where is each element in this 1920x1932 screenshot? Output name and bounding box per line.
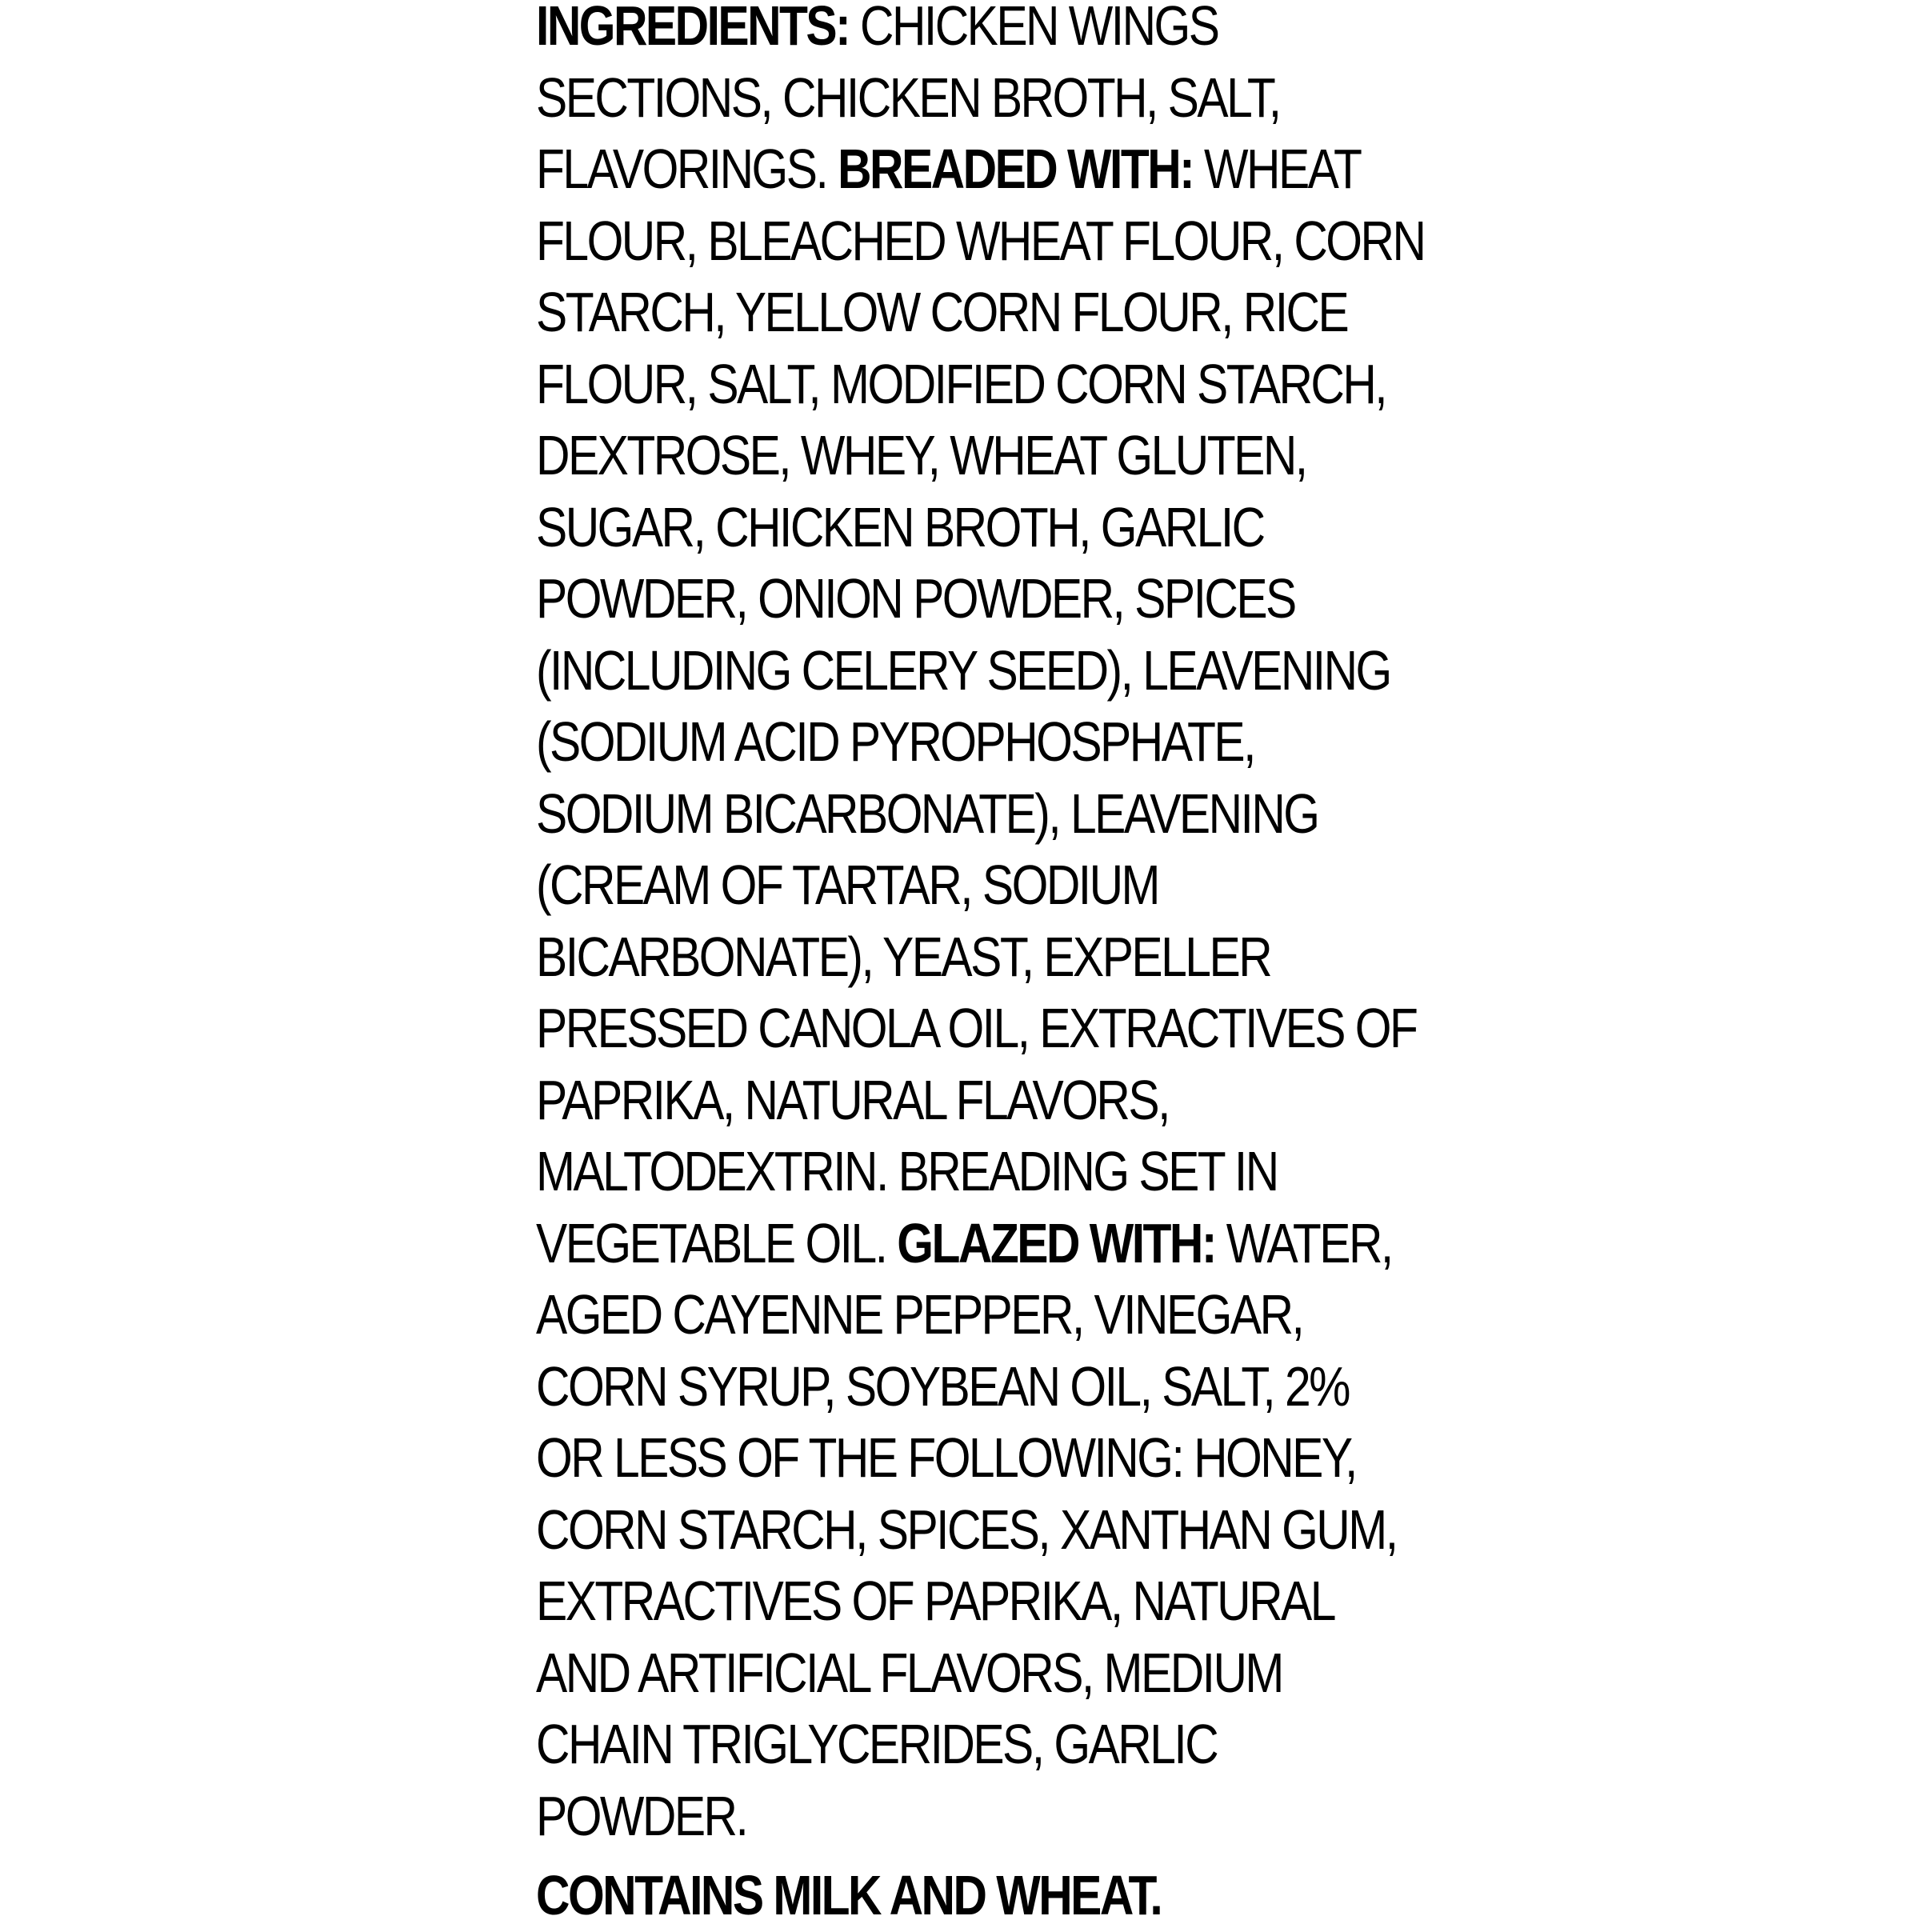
ingredients-line: [536, 1351, 1410, 1423]
ingredients-line: [536, 1279, 1410, 1351]
ingredient-section-heading: BREADED WITH:: [838, 138, 1194, 200]
ingredient-text-run: CORN STARCH, SPICES, XANTHAN GUM,: [536, 1498, 1397, 1561]
ingredients-line: [536, 349, 1410, 421]
ingredients-line: [536, 0, 1410, 62]
ingredient-text-run: SODIUM BICARBONATE), LEAVENING: [536, 782, 1318, 845]
ingredients-line: [536, 1494, 1410, 1566]
ingredient-text-run: EXTRACTIVES OF PAPRIKA, NATURAL: [536, 1570, 1334, 1632]
ingredients-line: [536, 850, 1410, 922]
ingredient-text-run: WATER,: [1214, 1211, 1392, 1274]
ingredient-text-run: (INCLUDING CELERY SEED), LEAVENING: [536, 638, 1390, 702]
ingredients-line: [536, 993, 1417, 1065]
allergen-statement: CONTAINS MILK AND WHEAT.: [536, 1864, 1162, 1926]
ingredients-line: [536, 420, 1410, 492]
ingredients-line: [536, 778, 1410, 850]
ingredients-line: [536, 1638, 1410, 1710]
ingredient-text-run: FLAVORINGS.: [536, 138, 838, 200]
ingredients-line: [536, 1781, 1410, 1853]
ingredient-text-run: FLOUR, SALT, MODIFIED CORN STARCH,: [536, 352, 1386, 415]
ingredient-text-run: VEGETABLE OIL.: [536, 1211, 898, 1274]
ingredient-text-run: BICARBONATE), YEAST, EXPELLER: [536, 925, 1271, 988]
ingredients-line: [536, 62, 1410, 134]
ingredient-text-run: AND ARTIFICIAL FLAVORS, MEDIUM: [536, 1641, 1282, 1704]
ingredient-text-run: MALTODEXTRIN. BREADING SET IN: [536, 1140, 1278, 1202]
ingredient-text-run: SUGAR, CHICKEN BROTH, GARLIC: [536, 495, 1264, 558]
ingredients-line: [536, 1208, 1410, 1280]
ingredients-line: [536, 922, 1410, 994]
ingredients-line: [536, 706, 1410, 778]
ingredient-section-heading: INGREDIENTS:: [536, 0, 850, 57]
ingredient-text-run: STARCH, YELLOW CORN FLOUR, RICE: [536, 281, 1348, 343]
ingredients-line: [536, 277, 1410, 349]
ingredients-statement: [536, 0, 1425, 1852]
ingredients-line: [536, 206, 1425, 278]
ingredients-line: [536, 1422, 1410, 1494]
ingredients-line: [536, 134, 1410, 206]
ingredients-line: [536, 1136, 1410, 1208]
ingredients-line: [536, 1709, 1410, 1781]
ingredient-text-run: POWDER.: [536, 1784, 747, 1847]
ingredient-text-run: SECTIONS, CHICKEN BROTH, SALT,: [536, 66, 1280, 129]
ingredient-text-run: WHEAT: [1193, 138, 1361, 200]
ingredient-text-run: OR LESS OF THE FOLLOWING: HONEY,: [536, 1426, 1356, 1489]
ingredient-text-run: POWDER, ONION POWDER, SPICES: [536, 567, 1295, 630]
ingredients-line: [536, 563, 1410, 635]
ingredient-text-run: PAPRIKA, NATURAL FLAVORS,: [536, 1068, 1169, 1131]
ingredient-text-run: PRESSED CANOLA OIL, EXTRACTIVES OF: [536, 997, 1417, 1059]
ingredient-text-run: FLOUR, BLEACHED WHEAT FLOUR, CORN: [536, 209, 1425, 272]
ingredient-text-run: CORN SYRUP, SOYBEAN OIL, SALT, 2%: [536, 1354, 1349, 1418]
ingredient-text-run: DEXTROSE, WHEY, WHEAT GLUTEN,: [536, 424, 1306, 486]
ingredients-line: [536, 635, 1410, 707]
ingredient-text-run: (SODIUM ACID PYROPHOSPHATE,: [536, 710, 1254, 773]
ingredient-text-run: AGED CAYENNE PEPPER, VINEGAR,: [536, 1283, 1303, 1346]
ingredient-section-heading: GLAZED WITH:: [897, 1211, 1215, 1274]
ingredients-line: [536, 1566, 1410, 1638]
ingredients-line: [536, 1065, 1410, 1137]
ingredient-text-run: CHAIN TRIGLYCERIDES, GARLIC: [536, 1713, 1218, 1775]
ingredient-text-run: CHICKEN WINGS: [849, 0, 1218, 57]
ingredients-line: [536, 492, 1410, 564]
ingredients-label-panel: [536, 0, 1448, 1926]
ingredient-text-run: (CREAM OF TARTAR, SODIUM: [536, 854, 1158, 916]
